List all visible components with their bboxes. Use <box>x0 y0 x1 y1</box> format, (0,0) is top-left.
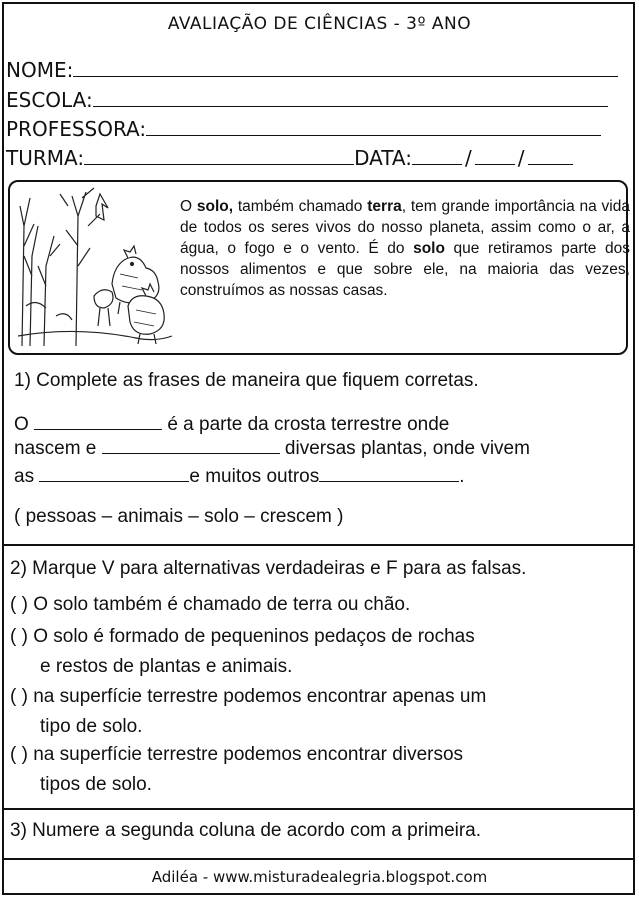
word-bank: ( pessoas – animais – solo – crescem ) <box>14 506 344 527</box>
answer-blank[interactable] <box>102 436 280 454</box>
escola-label: ESCOLA: <box>6 88 93 112</box>
nome-field[interactable] <box>73 59 618 77</box>
nome-row <box>6 58 618 82</box>
escola-field[interactable] <box>93 89 608 107</box>
question-1-line-3 <box>14 464 465 488</box>
question-3-prompt: 3) Numere a segunda coluna de acordo com a primeira. <box>10 820 482 841</box>
intro-bold-terra: terra <box>367 198 402 215</box>
option-1[interactable]: ( ) O solo também é chamado de terra ou chão. <box>10 594 411 615</box>
sentence-text: O <box>14 414 35 435</box>
question-1-line-2 <box>14 436 530 460</box>
intro-text-part: O <box>180 198 197 215</box>
sentence-text: nascem e <box>14 438 102 459</box>
sentence-text: diversas plantas, onde vivem <box>279 438 530 459</box>
intro-bold-solo: solo <box>413 240 445 257</box>
sentence-text: . <box>459 466 465 487</box>
professora-field[interactable] <box>146 118 601 136</box>
section-divider <box>2 808 633 810</box>
sentence-text: é a parte da crosta terrestre onde <box>162 414 450 435</box>
sentence-text: as <box>14 466 40 487</box>
option-4-continued: tipos de solo. <box>40 774 152 795</box>
escola-row <box>6 88 608 112</box>
intro-text-part: também chamado <box>233 198 368 215</box>
turma-field[interactable] <box>84 147 354 165</box>
answer-blank[interactable] <box>34 412 162 430</box>
option-3[interactable]: ( ) na superfície terrestre podemos encontrar apenas um <box>10 686 487 707</box>
data-label: DATA: <box>354 146 412 170</box>
option-4[interactable]: ( ) na superfície terrestre podemos encontrar diversos <box>10 744 464 765</box>
question-1-line-1 <box>14 412 449 436</box>
question-2-prompt: 2) Marque V para alternativas verdadeiras e F para as falsas. <box>10 558 527 579</box>
turma-row <box>6 146 573 170</box>
sentence-text: e muitos outros <box>189 466 320 487</box>
page-title: AVALIAÇÃO DE CIÊNCIAS - 3º ANO <box>167 14 472 34</box>
date-separator: / <box>517 146 525 170</box>
section-divider <box>2 544 633 546</box>
option-2-continued: e restos de plantas e animais. <box>40 656 293 677</box>
professora-label: PROFESSORA: <box>6 117 147 141</box>
intro-text-part: , tem grande importância na vida de todos os seres vivos do nosso planeta, assim como o ar, a água, o fogo e o vento. É do <box>180 198 630 257</box>
question-1-prompt: 1) Complete as frases de maneira que fiquem corretas. <box>14 370 479 391</box>
intro-bold-solo: solo, <box>196 198 234 215</box>
date-month-field[interactable] <box>475 147 515 165</box>
answer-blank[interactable] <box>39 464 189 482</box>
answer-blank[interactable] <box>319 464 459 482</box>
professora-row <box>6 117 601 141</box>
option-3-continued: tipo de solo. <box>40 716 143 737</box>
nome-label: NOME: <box>6 58 74 82</box>
forest-hens-illustration <box>16 186 174 348</box>
intro-paragraph <box>180 196 630 301</box>
date-day-field[interactable] <box>412 147 462 165</box>
section-divider <box>2 858 633 860</box>
date-separator: / <box>465 146 472 170</box>
option-2[interactable]: ( ) O solo é formado de pequeninos pedaços de rochas <box>10 626 475 647</box>
turma-label: TURMA: <box>6 146 85 170</box>
intro-text-part: que retiramos parte dos nossos alimentos e que sobre ele, na maioria das vezes, construímos as nossas casas. <box>180 240 630 299</box>
footer-credit: Adiléa - www.misturadealegria.blogspot.com <box>151 868 488 886</box>
date-year-field[interactable] <box>528 147 573 165</box>
